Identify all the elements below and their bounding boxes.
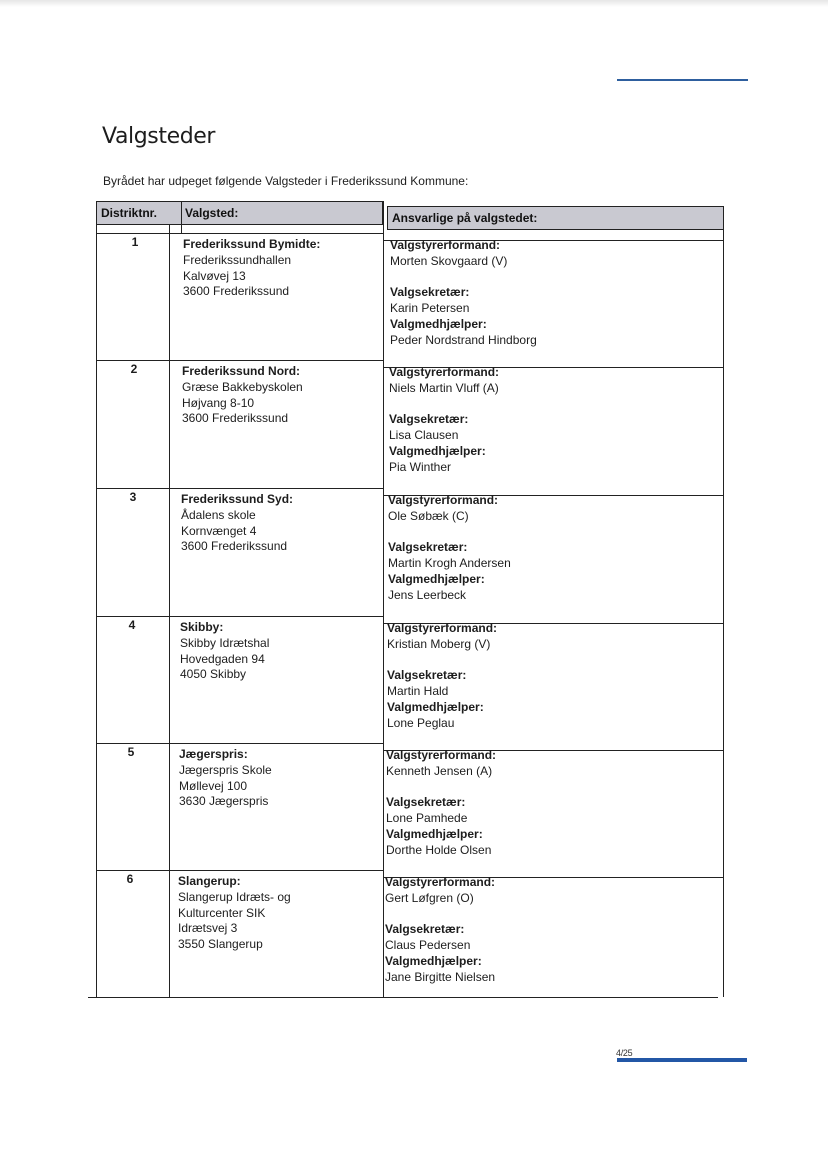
row-divider	[96, 870, 384, 871]
row-divider	[96, 616, 384, 617]
polling-place	[178, 874, 374, 953]
role-secretary: Valgsekretær:	[390, 285, 470, 300]
person-name: Lone Peglau	[387, 715, 455, 730]
row-divider	[96, 233, 384, 234]
district-number: 2	[130, 362, 138, 376]
header-place: Valgsted:	[181, 201, 383, 225]
responsible-people	[387, 621, 717, 732]
spacer	[389, 397, 719, 413]
responsible-people	[386, 748, 716, 859]
district-number: 6	[126, 872, 134, 886]
person-name: Kristian Moberg (V)	[387, 636, 491, 651]
place-address-line: Slangerup Idræts- og	[178, 889, 291, 904]
role-assistant: Valgmedhjælper:	[385, 953, 482, 968]
place-address-line: 3550 Slangerup	[178, 937, 263, 952]
responsible-people	[385, 875, 715, 986]
spacer	[388, 525, 718, 541]
spacer	[390, 270, 720, 286]
place-address-line: Kulturcenter SIK	[178, 905, 266, 920]
place-address-line: Hovedgaden 94	[180, 651, 265, 666]
intro-text: Byrådet har udpeget følgende Valgsteder i Frederikssund Kommune:	[103, 174, 469, 188]
person-name: Kenneth Jensen (A)	[386, 763, 493, 778]
place-name: Skibby:	[180, 620, 224, 634]
grid-line	[96, 225, 97, 997]
polling-place	[183, 237, 379, 300]
place-name: Frederikssund Bymidte:	[183, 237, 321, 251]
place-address-line: 3600 Frederikssund	[182, 411, 289, 426]
place-address-line: 3600 Frederikssund	[181, 539, 288, 554]
polling-place	[182, 364, 378, 427]
role-secretary: Valgsekretær:	[388, 540, 468, 555]
page-title: Valgsteder	[102, 124, 216, 149]
district-number: 3	[129, 490, 137, 504]
person-name: Gert Løfgren (O)	[385, 890, 474, 905]
grid-line	[723, 230, 724, 997]
role-assistant: Valgmedhjælper:	[388, 571, 485, 586]
role-secretary: Valgsekretær:	[386, 795, 466, 810]
role-chair: Valgstyrerformand:	[388, 493, 499, 507]
place-address-line: Kalvøvej 13	[183, 268, 246, 283]
person-name: Morten Skovgaard (V)	[390, 253, 508, 268]
responsible-people	[389, 365, 719, 476]
district-number: 1	[131, 235, 139, 249]
place-address-line: Møllevej 100	[179, 778, 248, 793]
role-chair: Valgstyrerformand:	[385, 875, 496, 889]
person-name: Jane Birgitte Nielsen	[385, 969, 496, 984]
spacer	[386, 780, 716, 796]
place-name: Jægerspris:	[179, 747, 248, 761]
row-divider	[96, 360, 384, 361]
person-name: Martin Krogh Andersen	[388, 556, 511, 571]
role-secretary: Valgsekretær:	[385, 922, 465, 937]
person-name: Peder Nordstrand Hindborg	[390, 332, 537, 347]
role-chair: Valgstyrerformand:	[390, 238, 501, 252]
person-name: Karin Petersen	[390, 301, 470, 316]
person-name: Lone Pamhede	[386, 811, 468, 826]
header-responsible: Ansvarlige på valgstedet:	[387, 206, 724, 230]
spacer	[385, 907, 715, 923]
place-name: Slangerup:	[178, 874, 241, 888]
place-address-line: Idrætsvej 3	[178, 921, 238, 936]
person-name: Niels Martin Vluff (A)	[389, 380, 499, 395]
place-address-line: Kornvænget 4	[181, 523, 257, 538]
table-bottom-border	[88, 997, 718, 998]
place-name: Frederikssund Syd:	[181, 492, 294, 506]
role-secretary: Valgsekretær:	[387, 668, 467, 683]
grid-line	[181, 201, 182, 233]
person-name: Jens Leerbeck	[388, 587, 467, 602]
polling-place	[181, 492, 377, 555]
person-name: Ole Søbæk (C)	[388, 508, 469, 523]
responsible-people	[388, 493, 718, 604]
role-secretary: Valgsekretær:	[389, 412, 469, 427]
row-divider	[96, 488, 384, 489]
polling-place	[179, 747, 375, 810]
role-chair: Valgstyrerformand:	[386, 748, 497, 762]
place-address-line: Højvang 8-10	[182, 395, 255, 410]
role-chair: Valgstyrerformand:	[387, 621, 498, 635]
district-number: 5	[127, 745, 135, 759]
place-name: Frederikssund Nord:	[182, 364, 301, 378]
page-number: 4/25	[616, 1048, 633, 1058]
place-address-line: 4050 Skibby	[180, 667, 247, 682]
role-assistant: Valgmedhjælper:	[390, 316, 487, 331]
header-district: Distriktnr.	[96, 201, 182, 225]
footer-rule	[617, 1058, 747, 1062]
spacer	[387, 653, 717, 669]
role-assistant: Valgmedhjælper:	[387, 699, 484, 714]
place-address-line: Jægerspris Skole	[179, 762, 272, 777]
district-number: 4	[128, 618, 136, 632]
header-rule	[617, 79, 748, 81]
person-name: Claus Pedersen	[385, 938, 471, 953]
person-name: Pia Winther	[389, 459, 452, 474]
grid-line	[169, 225, 170, 997]
row-divider	[96, 743, 384, 744]
person-name: Lisa Clausen	[389, 428, 459, 443]
place-address-line: Græse Bakkebyskolen	[182, 379, 303, 394]
person-name: Martin Hald	[387, 684, 449, 699]
role-chair: Valgstyrerformand:	[389, 365, 500, 379]
place-address-line: Frederikssundhallen	[183, 252, 292, 267]
person-name: Dorthe Holde Olsen	[386, 842, 492, 857]
place-address-line: Ådalens skole	[181, 507, 256, 522]
place-address-line: Skibby Idrætshal	[180, 635, 270, 650]
role-assistant: Valgmedhjælper:	[386, 826, 483, 841]
polling-place	[180, 620, 376, 683]
place-address-line: 3630 Jægerspris	[179, 794, 269, 809]
place-address-line: 3600 Frederikssund	[183, 284, 290, 299]
responsible-people	[390, 238, 720, 349]
role-assistant: Valgmedhjælper:	[389, 443, 486, 458]
scan-edge	[0, 0, 828, 7]
